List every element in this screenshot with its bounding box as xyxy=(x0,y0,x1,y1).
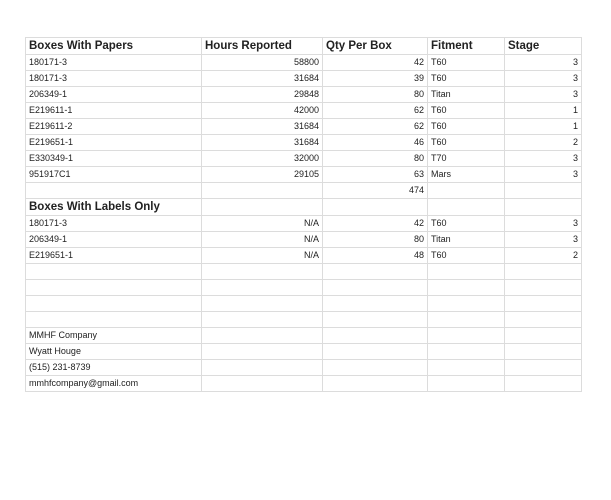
empty-cell[interactable] xyxy=(323,328,428,344)
empty-cell[interactable] xyxy=(323,199,428,216)
stage-cell[interactable]: 3 xyxy=(505,55,582,71)
empty-cell[interactable] xyxy=(428,360,505,376)
stage-cell[interactable]: 3 xyxy=(505,151,582,167)
empty-cell[interactable] xyxy=(505,376,582,392)
table-row xyxy=(26,248,582,264)
hours-cell[interactable]: N/A xyxy=(202,232,323,248)
box-cell[interactable]: E219651-1 xyxy=(26,135,202,151)
empty-cell[interactable] xyxy=(428,280,505,296)
empty-cell[interactable] xyxy=(428,328,505,344)
qty-cell[interactable]: 62 xyxy=(323,103,428,119)
empty-cell[interactable] xyxy=(202,344,323,360)
empty-row xyxy=(26,312,582,328)
stage-cell[interactable]: 3 xyxy=(505,232,582,248)
hours-cell[interactable]: 29105 xyxy=(202,167,323,183)
qty-total-cell[interactable]: 474 xyxy=(323,183,428,199)
hours-cell[interactable]: 58800 xyxy=(202,55,323,71)
fitment-cell[interactable]: T60 xyxy=(428,135,505,151)
table-row xyxy=(26,216,582,232)
empty-cell[interactable] xyxy=(505,328,582,344)
empty-cell[interactable] xyxy=(26,183,202,199)
qty-cell[interactable]: 80 xyxy=(323,87,428,103)
table-row xyxy=(26,151,582,167)
empty-cell[interactable] xyxy=(505,280,582,296)
header-qty-per-box[interactable]: Qty Per Box xyxy=(323,38,428,55)
empty-cell[interactable] xyxy=(428,312,505,328)
contact-row xyxy=(26,360,582,376)
total-row xyxy=(26,183,582,199)
contact-row xyxy=(26,344,582,360)
box-cell[interactable]: 180171-3 xyxy=(26,55,202,71)
fitment-cell[interactable]: T70 xyxy=(428,151,505,167)
header-fitment[interactable]: Fitment xyxy=(428,38,505,55)
box-cell[interactable]: E219611-2 xyxy=(26,119,202,135)
empty-cell[interactable] xyxy=(202,280,323,296)
hours-cell[interactable]: 42000 xyxy=(202,103,323,119)
empty-row xyxy=(26,264,582,280)
qty-cell[interactable]: 42 xyxy=(323,216,428,232)
empty-cell[interactable] xyxy=(26,264,202,280)
table-row xyxy=(26,103,582,119)
table-row xyxy=(26,55,582,71)
empty-cell[interactable] xyxy=(505,360,582,376)
empty-cell[interactable] xyxy=(26,296,202,312)
contact-row xyxy=(26,328,582,344)
stage-cell[interactable]: 3 xyxy=(505,87,582,103)
stage-cell[interactable]: 1 xyxy=(505,103,582,119)
box-cell[interactable]: E219651-1 xyxy=(26,248,202,264)
company-name-cell[interactable]: MMHF Company xyxy=(26,328,202,344)
qty-cell[interactable]: 46 xyxy=(323,135,428,151)
hours-cell[interactable]: 32000 xyxy=(202,151,323,167)
empty-cell[interactable] xyxy=(505,183,582,199)
qty-cell[interactable]: 39 xyxy=(323,71,428,87)
empty-cell[interactable] xyxy=(323,360,428,376)
empty-cell[interactable] xyxy=(323,376,428,392)
box-cell[interactable]: 951917C1 xyxy=(26,167,202,183)
fitment-cell[interactable]: Titan xyxy=(428,87,505,103)
table-row xyxy=(26,135,582,151)
fitment-cell[interactable]: T60 xyxy=(428,71,505,87)
stage-cell[interactable]: 1 xyxy=(505,119,582,135)
table-row xyxy=(26,119,582,135)
empty-cell[interactable] xyxy=(323,312,428,328)
hours-cell[interactable]: 31684 xyxy=(202,71,323,87)
header-row xyxy=(26,38,582,55)
hours-cell[interactable]: 31684 xyxy=(202,119,323,135)
spreadsheet xyxy=(25,37,582,392)
box-cell[interactable]: E330349-1 xyxy=(26,151,202,167)
fitment-cell[interactable]: T60 xyxy=(428,216,505,232)
table-row xyxy=(26,232,582,248)
empty-cell[interactable] xyxy=(202,296,323,312)
empty-cell[interactable] xyxy=(202,376,323,392)
stage-cell[interactable]: 3 xyxy=(505,167,582,183)
section-header-row xyxy=(26,199,582,216)
empty-cell[interactable] xyxy=(323,280,428,296)
header-stage[interactable]: Stage xyxy=(505,38,582,55)
empty-cell[interactable] xyxy=(26,280,202,296)
box-cell[interactable]: 206349-1 xyxy=(26,232,202,248)
hours-cell[interactable]: 29848 xyxy=(202,87,323,103)
empty-cell[interactable] xyxy=(505,296,582,312)
hours-cell[interactable]: 31684 xyxy=(202,135,323,151)
hours-cell[interactable]: N/A xyxy=(202,248,323,264)
contact-row xyxy=(26,376,582,392)
contact-name-cell[interactable]: Wyatt Houge xyxy=(26,344,202,360)
empty-cell[interactable] xyxy=(202,183,323,199)
stage-cell[interactable]: 3 xyxy=(505,71,582,87)
qty-cell[interactable]: 48 xyxy=(323,248,428,264)
empty-cell[interactable] xyxy=(428,183,505,199)
box-cell[interactable]: 206349-1 xyxy=(26,87,202,103)
empty-cell[interactable] xyxy=(428,296,505,312)
table-row xyxy=(26,87,582,103)
table-row xyxy=(26,71,582,87)
empty-cell[interactable] xyxy=(26,312,202,328)
empty-cell[interactable] xyxy=(505,199,582,216)
header-hours-reported[interactable]: Hours Reported xyxy=(202,38,323,55)
empty-cell[interactable] xyxy=(323,264,428,280)
table-row xyxy=(26,167,582,183)
fitment-cell[interactable]: T60 xyxy=(428,55,505,71)
qty-cell[interactable]: 80 xyxy=(323,151,428,167)
empty-cell[interactable] xyxy=(323,296,428,312)
fitment-cell[interactable]: Mars xyxy=(428,167,505,183)
fitment-cell[interactable]: Titan xyxy=(428,232,505,248)
empty-row xyxy=(26,280,582,296)
empty-cell[interactable] xyxy=(202,328,323,344)
stage-cell[interactable]: 2 xyxy=(505,135,582,151)
hours-cell[interactable]: N/A xyxy=(202,216,323,232)
header-boxes-with-papers[interactable]: Boxes With Papers xyxy=(26,38,202,55)
qty-cell[interactable]: 42 xyxy=(323,55,428,71)
fitment-cell[interactable]: T60 xyxy=(428,103,505,119)
qty-cell[interactable]: 80 xyxy=(323,232,428,248)
email-cell[interactable]: mmhfcompany@gmail.com xyxy=(26,376,202,392)
empty-cell[interactable] xyxy=(505,312,582,328)
empty-cell[interactable] xyxy=(323,344,428,360)
empty-cell[interactable] xyxy=(428,344,505,360)
phone-cell[interactable]: (515) 231-8739 xyxy=(26,360,202,376)
empty-cell[interactable] xyxy=(505,344,582,360)
empty-cell[interactable] xyxy=(505,264,582,280)
qty-cell[interactable]: 62 xyxy=(323,119,428,135)
empty-cell[interactable] xyxy=(202,360,323,376)
qty-cell[interactable]: 63 xyxy=(323,167,428,183)
empty-cell[interactable] xyxy=(428,376,505,392)
box-cell[interactable]: E219611-1 xyxy=(26,103,202,119)
empty-cell[interactable] xyxy=(428,264,505,280)
empty-cell[interactable] xyxy=(202,264,323,280)
empty-cell[interactable] xyxy=(202,199,323,216)
stage-cell[interactable]: 3 xyxy=(505,216,582,232)
fitment-cell[interactable]: T60 xyxy=(428,119,505,135)
empty-row xyxy=(26,296,582,312)
stage-cell[interactable]: 2 xyxy=(505,248,582,264)
empty-cell[interactable] xyxy=(428,199,505,216)
fitment-cell[interactable]: T60 xyxy=(428,248,505,264)
box-cell[interactable]: 180171-3 xyxy=(26,216,202,232)
labels-section-title[interactable]: Boxes With Labels Only xyxy=(26,199,202,216)
empty-cell[interactable] xyxy=(202,312,323,328)
box-cell[interactable]: 180171-3 xyxy=(26,71,202,87)
